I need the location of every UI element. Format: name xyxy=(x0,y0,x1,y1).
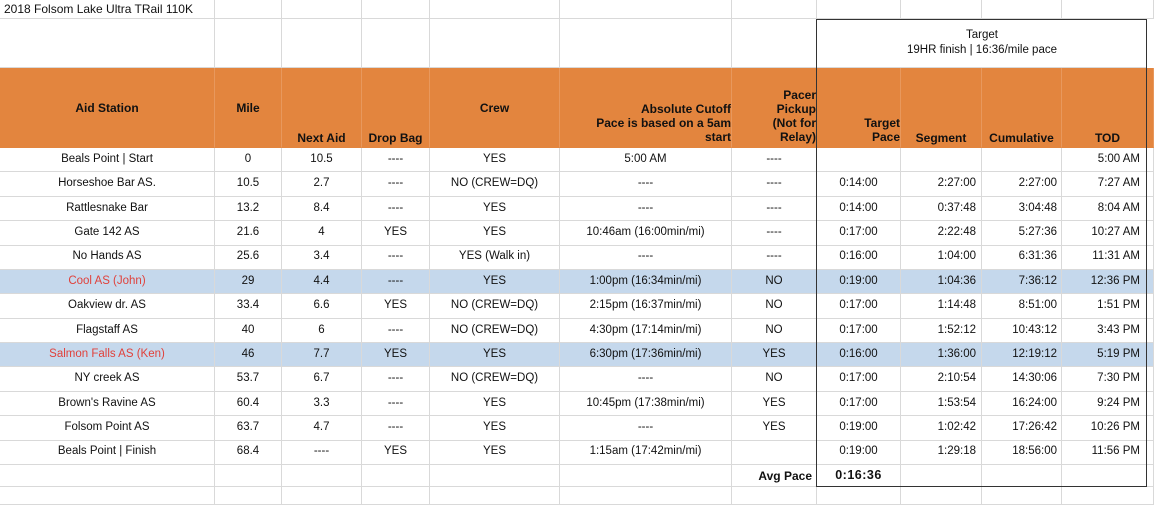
pacer-header-line2: Pickup xyxy=(776,102,816,116)
target-pace-cell[interactable] xyxy=(817,148,901,172)
mile-cell[interactable]: 29 xyxy=(215,270,282,294)
aid-station-cell[interactable]: Cool AS (John) xyxy=(0,270,215,294)
target-pace-cell[interactable]: 0:14:00 xyxy=(817,172,901,196)
cell[interactable] xyxy=(430,487,560,505)
segment-cell[interactable]: 1:52:12 xyxy=(901,319,982,343)
tod-cell[interactable]: 5:19 PM xyxy=(1062,343,1154,367)
table-row xyxy=(0,197,1154,221)
aid-station-cell[interactable]: NY creek AS xyxy=(0,367,215,391)
target-pace-cell[interactable]: 0:17:00 xyxy=(817,319,901,343)
pacer-cell[interactable]: YES xyxy=(732,416,817,440)
table-row xyxy=(0,441,1154,465)
avg-pace-label[interactable]: Avg Pace xyxy=(732,465,817,487)
cell[interactable] xyxy=(560,19,732,68)
pacer-header-line3: (Not for xyxy=(772,116,816,130)
mile-cell[interactable]: 40 xyxy=(215,319,282,343)
cumulative-cell[interactable]: 7:36:12 xyxy=(982,270,1062,294)
next-aid-cell[interactable]: 6.7 xyxy=(282,367,362,391)
cumulative-cell[interactable]: 17:26:42 xyxy=(982,416,1062,440)
drop-bag-cell[interactable]: ---- xyxy=(362,197,430,221)
crew-cell[interactable]: YES xyxy=(430,148,560,172)
segment-cell[interactable]: 1:04:36 xyxy=(901,270,982,294)
segment-cell[interactable]: 2:22:48 xyxy=(901,221,982,245)
cutoff-cell[interactable]: 6:30pm (17:36min/mi) xyxy=(560,343,732,367)
cell[interactable] xyxy=(732,19,817,68)
pacer-cell[interactable]: NO xyxy=(732,319,817,343)
cell[interactable] xyxy=(1062,0,1154,19)
target-pace-cell[interactable]: 0:14:00 xyxy=(817,197,901,221)
col-header-drop-bag[interactable]: Drop Bag xyxy=(362,68,430,148)
table-row xyxy=(0,319,1154,343)
drop-bag-cell[interactable]: ---- xyxy=(362,148,430,172)
crew-cell[interactable]: YES xyxy=(430,441,560,465)
target-pace-cell[interactable]: 0:17:00 xyxy=(817,367,901,391)
pacer-cell[interactable]: NO xyxy=(732,270,817,294)
drop-bag-cell[interactable]: ---- xyxy=(362,246,430,270)
crew-cell[interactable]: YES xyxy=(430,416,560,440)
cell[interactable] xyxy=(430,19,560,68)
target-pace-header-line2: Pace xyxy=(871,130,900,144)
cutoff-cell[interactable]: ---- xyxy=(560,172,732,196)
target-pace-cell[interactable]: 0:19:00 xyxy=(817,441,901,465)
cumulative-cell[interactable]: 8:51:00 xyxy=(982,294,1062,318)
aid-station-cell[interactable]: Rattlesnake Bar xyxy=(0,197,215,221)
target-pace-cell[interactable]: 0:17:00 xyxy=(817,221,901,245)
col-header-cutoff[interactable] xyxy=(560,68,732,148)
target-pace-cell[interactable]: 0:19:00 xyxy=(817,270,901,294)
mile-cell[interactable]: 63.7 xyxy=(215,416,282,440)
mile-cell[interactable]: 10.5 xyxy=(215,172,282,196)
cumulative-cell[interactable]: 2:27:00 xyxy=(982,172,1062,196)
target-pace-cell[interactable]: 0:16:00 xyxy=(817,343,901,367)
next-aid-cell[interactable]: 3.3 xyxy=(282,392,362,416)
col-header-next-aid[interactable]: Next Aid xyxy=(282,68,362,148)
tod-cell[interactable]: 8:04 AM xyxy=(1062,197,1154,221)
target-pace-summary: 19HR finish | 16:36/mile pace xyxy=(906,43,1057,56)
mile-cell[interactable]: 46 xyxy=(215,343,282,367)
cell[interactable] xyxy=(215,487,282,505)
cell[interactable] xyxy=(282,0,362,19)
target-pace-cell[interactable]: 0:19:00 xyxy=(817,416,901,440)
cell[interactable] xyxy=(362,19,430,68)
mile-cell[interactable]: 0 xyxy=(215,148,282,172)
next-aid-cell[interactable]: 4.7 xyxy=(282,416,362,440)
cutoff-cell[interactable]: 1:00pm (16:34min/mi) xyxy=(560,270,732,294)
pacer-cell[interactable]: ---- xyxy=(732,148,817,172)
target-header-row xyxy=(0,19,1154,68)
crew-cell[interactable]: NO (CREW=DQ) xyxy=(430,294,560,318)
pacer-cell[interactable]: ---- xyxy=(732,197,817,221)
segment-cell[interactable]: 2:27:00 xyxy=(901,172,982,196)
cell[interactable] xyxy=(282,487,362,505)
tod-cell[interactable]: 1:51 PM xyxy=(1062,294,1154,318)
cell[interactable] xyxy=(817,0,901,19)
next-aid-cell[interactable]: 4.4 xyxy=(282,270,362,294)
mile-cell[interactable]: 21.6 xyxy=(215,221,282,245)
segment-cell[interactable]: 1:29:18 xyxy=(901,441,982,465)
pacer-cell[interactable]: NO xyxy=(732,367,817,391)
cell[interactable] xyxy=(560,465,732,487)
cutoff-cell[interactable]: 5:00 AM xyxy=(560,148,732,172)
pacer-cell[interactable]: YES xyxy=(732,392,817,416)
cutoff-cell[interactable]: 2:15pm (16:37min/mi) xyxy=(560,294,732,318)
cell[interactable] xyxy=(732,0,817,19)
cell[interactable] xyxy=(282,465,362,487)
next-aid-cell[interactable]: 6 xyxy=(282,319,362,343)
avg-pace-value[interactable]: 0:16:36 xyxy=(817,465,901,487)
drop-bag-cell[interactable]: ---- xyxy=(362,416,430,440)
footer-row xyxy=(0,465,1154,487)
cell[interactable] xyxy=(982,465,1062,487)
pacer-cell[interactable] xyxy=(732,441,817,465)
cell[interactable] xyxy=(362,487,430,505)
col-header-aid-station[interactable]: Aid Station xyxy=(0,68,215,148)
next-aid-cell[interactable]: 8.4 xyxy=(282,197,362,221)
cell[interactable] xyxy=(732,487,817,505)
mile-cell[interactable]: 13.2 xyxy=(215,197,282,221)
drop-bag-cell[interactable]: YES xyxy=(362,221,430,245)
empty-row xyxy=(0,487,1154,505)
pacer-header-line4: Relay) xyxy=(779,130,816,144)
target-pace-cell[interactable]: 0:16:00 xyxy=(817,246,901,270)
pacer-cell[interactable]: ---- xyxy=(732,172,817,196)
pacer-cell[interactable]: NO xyxy=(732,294,817,318)
cell[interactable] xyxy=(0,465,215,487)
sheet-title[interactable]: 2018 Folsom Lake Ultra TRail 110K xyxy=(0,0,215,19)
cell[interactable] xyxy=(362,0,430,19)
pacer-cell[interactable]: YES xyxy=(732,343,817,367)
cell[interactable] xyxy=(982,0,1062,19)
cumulative-cell[interactable]: 16:24:00 xyxy=(982,392,1062,416)
cutoff-cell[interactable]: ---- xyxy=(560,197,732,221)
table-row xyxy=(0,392,1154,416)
mile-cell[interactable]: 33.4 xyxy=(215,294,282,318)
table-row xyxy=(0,343,1154,367)
cutoff-cell[interactable]: ---- xyxy=(560,416,732,440)
aid-station-cell[interactable]: Brown's Ravine AS xyxy=(0,392,215,416)
tod-cell[interactable]: 11:31 AM xyxy=(1062,246,1154,270)
cell[interactable] xyxy=(0,487,215,505)
aid-station-cell[interactable]: Flagstaff AS xyxy=(0,319,215,343)
crew-cell[interactable]: YES xyxy=(430,270,560,294)
cutoff-cell[interactable]: ---- xyxy=(560,246,732,270)
cell[interactable] xyxy=(282,19,362,68)
segment-cell[interactable]: 0:37:48 xyxy=(901,197,982,221)
drop-bag-cell[interactable]: ---- xyxy=(362,270,430,294)
tod-cell[interactable]: 7:27 AM xyxy=(1062,172,1154,196)
cutoff-cell[interactable]: 10:46am (16:00min/mi) xyxy=(560,221,732,245)
cell[interactable] xyxy=(0,19,215,68)
table-row xyxy=(0,172,1154,196)
cumulative-cell[interactable] xyxy=(982,148,1062,172)
segment-cell[interactable]: 1:04:00 xyxy=(901,246,982,270)
cumulative-cell[interactable]: 14:30:06 xyxy=(982,367,1062,391)
col-header-cumulative[interactable]: Cumulative xyxy=(982,68,1062,148)
pacer-cell[interactable]: ---- xyxy=(732,246,817,270)
aid-station-cell[interactable]: Gate 142 AS xyxy=(0,221,215,245)
cutoff-cell[interactable]: 1:15am (17:42min/mi) xyxy=(560,441,732,465)
target-pace-cell[interactable]: 0:17:00 xyxy=(817,294,901,318)
next-aid-cell[interactable]: 6.6 xyxy=(282,294,362,318)
cell[interactable] xyxy=(430,0,560,19)
cell[interactable] xyxy=(215,19,282,68)
next-aid-cell[interactable]: 7.7 xyxy=(282,343,362,367)
table-row xyxy=(0,221,1154,245)
drop-bag-cell[interactable]: YES xyxy=(362,294,430,318)
tod-cell[interactable]: 5:00 AM xyxy=(1062,148,1154,172)
crew-cell[interactable]: YES xyxy=(430,221,560,245)
aid-station-cell[interactable]: Beals Point | Start xyxy=(0,148,215,172)
mile-cell[interactable]: 60.4 xyxy=(215,392,282,416)
mile-cell[interactable]: 68.4 xyxy=(215,441,282,465)
crew-cell[interactable]: YES (Walk in) xyxy=(430,246,560,270)
next-aid-cell[interactable]: ---- xyxy=(282,441,362,465)
segment-cell[interactable]: 2:10:54 xyxy=(901,367,982,391)
aid-station-cell[interactable]: Oakview dr. AS xyxy=(0,294,215,318)
drop-bag-cell[interactable]: YES xyxy=(362,343,430,367)
target-summary-cell[interactable] xyxy=(817,19,1147,68)
segment-cell[interactable]: 1:53:54 xyxy=(901,392,982,416)
segment-cell[interactable]: 1:36:00 xyxy=(901,343,982,367)
aid-station-cell[interactable]: Horseshoe Bar AS. xyxy=(0,172,215,196)
table-row xyxy=(0,416,1154,440)
tod-cell[interactable]: 7:30 PM xyxy=(1062,367,1154,391)
col-header-pacer-pickup[interactable] xyxy=(732,68,817,148)
aid-station-cell[interactable]: Salmon Falls AS (Ken) xyxy=(0,343,215,367)
cumulative-cell[interactable]: 5:27:36 xyxy=(982,221,1062,245)
mile-cell[interactable]: 53.7 xyxy=(215,367,282,391)
table-row xyxy=(0,294,1154,318)
segment-cell[interactable]: 1:14:48 xyxy=(901,294,982,318)
crew-cell[interactable]: NO (CREW=DQ) xyxy=(430,319,560,343)
crew-cell[interactable]: NO (CREW=DQ) xyxy=(430,367,560,391)
aid-station-cell[interactable]: Folsom Point AS xyxy=(0,416,215,440)
next-aid-cell[interactable]: 3.4 xyxy=(282,246,362,270)
cumulative-cell[interactable]: 18:56:00 xyxy=(982,441,1062,465)
mile-cell[interactable]: 25.6 xyxy=(215,246,282,270)
title-row xyxy=(0,0,1154,19)
cell[interactable] xyxy=(430,465,560,487)
cutoff-header-line3: start xyxy=(704,130,731,144)
cumulative-cell[interactable]: 10:43:12 xyxy=(982,319,1062,343)
col-header-segment[interactable]: Segment xyxy=(901,68,982,148)
next-aid-cell[interactable]: 10.5 xyxy=(282,148,362,172)
table-row xyxy=(0,270,1154,294)
col-header-mile[interactable]: Mile xyxy=(215,68,282,148)
cell[interactable] xyxy=(362,465,430,487)
target-label: Target xyxy=(966,29,998,41)
cutoff-header-line2: Pace is based on a 5am xyxy=(596,116,731,130)
crew-cell[interactable]: YES xyxy=(430,197,560,221)
pacer-header-line1: Pacer xyxy=(783,88,816,102)
next-aid-cell[interactable]: 4 xyxy=(282,221,362,245)
drop-bag-cell[interactable]: ---- xyxy=(362,367,430,391)
table-row xyxy=(0,148,1154,172)
drop-bag-cell[interactable]: ---- xyxy=(362,319,430,343)
cell[interactable] xyxy=(215,0,282,19)
crew-cell[interactable]: YES xyxy=(430,343,560,367)
tod-cell[interactable]: 9:24 PM xyxy=(1062,392,1154,416)
col-header-target-pace[interactable] xyxy=(817,68,901,148)
cell[interactable] xyxy=(1062,487,1154,505)
cell[interactable] xyxy=(215,465,282,487)
target-pace-header-line1: Target xyxy=(864,116,900,130)
col-header-tod[interactable]: TOD xyxy=(1062,68,1154,148)
cumulative-cell[interactable]: 6:31:36 xyxy=(982,246,1062,270)
pacer-cell[interactable]: ---- xyxy=(732,221,817,245)
tod-cell[interactable]: 12:36 PM xyxy=(1062,270,1154,294)
drop-bag-cell[interactable]: ---- xyxy=(362,172,430,196)
aid-station-cell[interactable]: Beals Point | Finish xyxy=(0,441,215,465)
cutoff-cell[interactable]: 10:45pm (17:38min/mi) xyxy=(560,392,732,416)
drop-bag-cell[interactable]: YES xyxy=(362,441,430,465)
cumulative-cell[interactable]: 12:19:12 xyxy=(982,343,1062,367)
crew-cell[interactable]: YES xyxy=(430,392,560,416)
table-row xyxy=(0,246,1154,270)
cutoff-cell[interactable]: ---- xyxy=(560,367,732,391)
cell[interactable] xyxy=(982,487,1062,505)
cell[interactable] xyxy=(901,465,982,487)
cutoff-cell[interactable]: 4:30pm (17:14min/mi) xyxy=(560,319,732,343)
cell[interactable] xyxy=(560,487,732,505)
cell[interactable] xyxy=(901,0,982,19)
table-row xyxy=(0,367,1154,391)
tod-cell[interactable]: 10:26 PM xyxy=(1062,416,1154,440)
column-header-row xyxy=(0,68,1154,148)
cell[interactable] xyxy=(817,487,901,505)
cutoff-header-line1: Absolute Cutoff xyxy=(641,102,731,116)
target-pace-cell[interactable]: 0:17:00 xyxy=(817,392,901,416)
tod-cell[interactable]: 10:27 AM xyxy=(1062,221,1154,245)
cell[interactable] xyxy=(560,0,732,19)
tod-cell[interactable]: 3:43 PM xyxy=(1062,319,1154,343)
segment-cell[interactable]: 1:02:42 xyxy=(901,416,982,440)
aid-station-cell[interactable]: No Hands AS xyxy=(0,246,215,270)
cell[interactable] xyxy=(1062,465,1154,487)
segment-cell[interactable] xyxy=(901,148,982,172)
drop-bag-cell[interactable]: ---- xyxy=(362,392,430,416)
tod-cell[interactable]: 11:56 PM xyxy=(1062,441,1154,465)
next-aid-cell[interactable]: 2.7 xyxy=(282,172,362,196)
crew-cell[interactable]: NO (CREW=DQ) xyxy=(430,172,560,196)
col-header-crew[interactable]: Crew xyxy=(430,68,560,148)
cumulative-cell[interactable]: 3:04:48 xyxy=(982,197,1062,221)
cell[interactable] xyxy=(901,487,982,505)
